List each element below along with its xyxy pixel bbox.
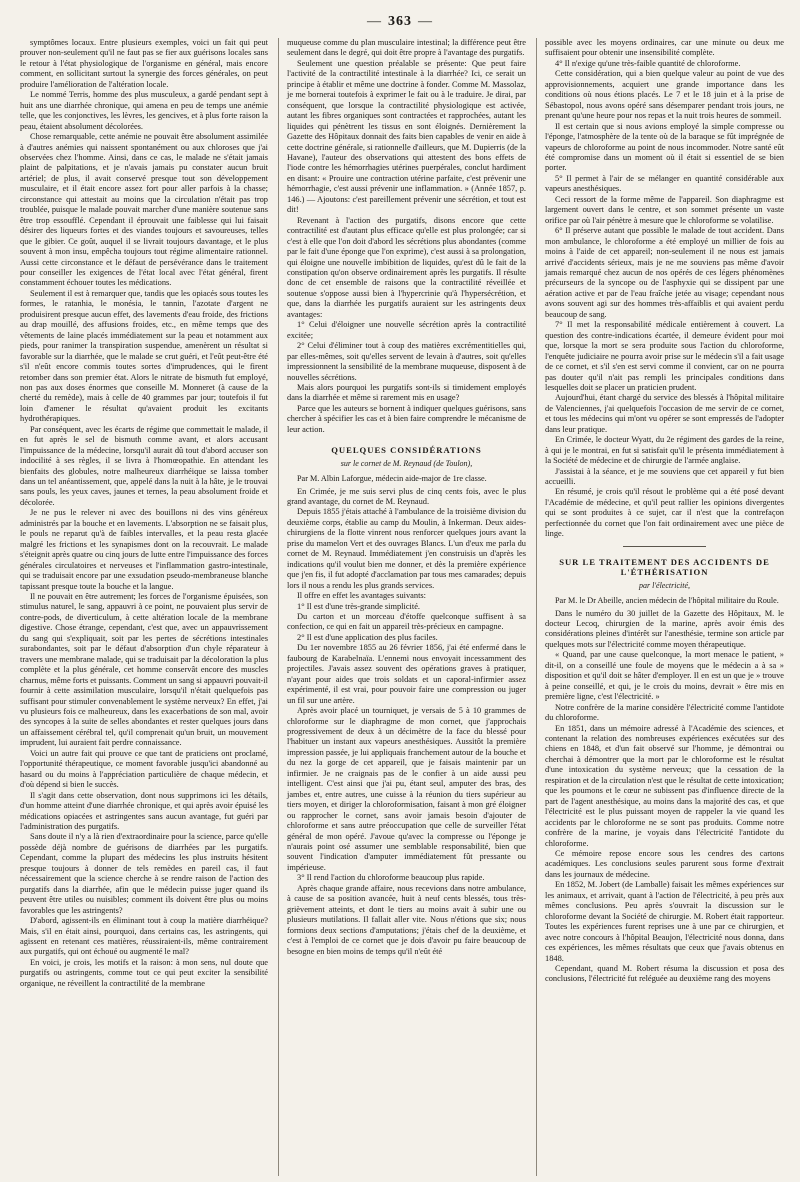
paragraph: Il offre en effet les avantages suivants:	[297, 591, 426, 601]
paragraph: 4° Il n'exige qu'une très-faible quantité de chloroforme.	[555, 58, 741, 68]
article-byline: Par M. le Dr Abeille, ancien médecin de l'hôpital militaire du Roule.	[555, 596, 779, 606]
paragraph: En voici, je crois, les motifs et la raison: à mon sens, nul doute que purgatifs ou astringents, comme tout ce qui peut exciter la sensibilité organique, ne réveillent la contractilité de la membrane	[20, 957, 268, 988]
paragraph: muqueuse comme du plan musculaire intestinal; la différence peut être seulement dans le degré, qui doit être propre à l'avantage des purgatifs.	[287, 38, 526, 58]
paragraph: 3° Il rend l'action du chloroforme beaucoup plus rapide.	[297, 873, 485, 883]
paragraph: En Crimée, je me suis servi plus de cinq cents fois, avec le plus grand avantage, du cornet de M. Reynaud.	[287, 486, 526, 507]
paragraph: Du carton et un morceau d'étoffe quelconque suffisent à sa confection, ce qui en fait un appareil très-précieux en campagne.	[287, 612, 526, 632]
paragraph: Mais alors pourquoi les purgatifs sont-ils si timidement employés dans la diarrhée et même si rarement mis en usage?	[287, 382, 526, 403]
article-title: SUR LE TRAITEMENT DES ACCIDENTS DE L'ÉTHÉRISATION	[559, 556, 770, 578]
paragraph: Seulement il est à remarquer que, tandis que les opiacés sous toutes les formes, le ratanhia, le monésia, le tannin, l'azotate d'argent ne produisirent presque aucun effet, des lavements d'eau froide, des frictions au drap mouillé, des affusions froides, etc., en même temps que des vêtements de laine placés immédiatement sur la peau et notamment aux pieds, pour ranimer la transpiration suspendue, amenèrent un résultat si favorable sur la diarrhée, que le malade se crut guéri, et l'eût peut-être été s'il n'eût encore commis toutes sortes d'imprudences, qui le firent retomber dans son premier état. Alors le nitrate de bismuth fut employé, non pas aux doses énormes que conseille M. Monneret (à cause de la cherté du remède), mais à celle de 40 grammes par jour; toutefois il fut loin d'amener le résultat qu'avaient produit les excitants hydrothérapiques.	[20, 288, 268, 424]
paragraph: Parce que les auteurs se bornent à indiquer quelques guérisons, sans chercher à spécifier les cas et à bien faire comprendre le mécanisme de leur action.	[287, 403, 526, 434]
paragraph: Il est certain que si nous avions employé la simple compresse ou l'éponge, l'atmosphère de la tente où de la baraque se fût imprégnée de vapeurs de chloroforme au point de nous incommoder. Notre santé eût été compromise dans un moment où il était si essentiel de se bien porter.	[545, 121, 784, 173]
section-divider	[623, 546, 707, 547]
paragraph: Je ne pus le relever ni avec des bouillons ni des vins généreux administrés par la bouche et en lavements. L'absorption ne se faisait plus, le pouls ne reparut qu'à de faibles intervalles, et la peau resta glacée malgré les frictions et les synapismes dont on la recouvrait. Le malade s'éteignit après quatre ou cinq jours de lutte entre l'impuissance des forces générales circulatoires et nerveuses et l'inflammation gastro-intestinale, qui se traduisait encore par une exsudation pseudo-membraneuse blanche tapissant presque toute la bouche et la langue.	[20, 508, 268, 591]
paragraph: Le nommé Terris, homme des plus musculeux, a gardé pendant sept à huit ans une diarrhée chronique, qui amena en peu de temps une anémie telle, que les conjonctives, les lèvres, les gencives, et à plus forte raison la peau, étaient absolument décolorées.	[20, 90, 268, 131]
paragraph: Du 1er novembre 1855 au 26 février 1856, j'ai été enfermé dans le faubourg de Karabelnaïa. L'ennemi nous envoyait incessamment des projectiles. J'avais assez souvent des opérations graves à pratiquer, n'ayant pour aides que trois soldats et un caporal-infirmier assez expérimenté, il est vrai, pour pouvoir faire une compression ou juger un fil sur une artère.	[287, 643, 526, 705]
text-columns	[20, 38, 784, 1176]
paragraph: Seulement une question préalable se présente: Que peut faire l'activité de la contractilité intestinale à la diarrhée? Ici, ce serait un principe à établir et même une doctrine à fonder. Comme M. Massolaz, je me bornerai toutefois à exprimer le fait ou à le traduire. Je dirai, par conséquent, que lorsque la contractilité physiologique est activée, autant les fibres organiques sont contractées et rapprochées, autant les liquides qui pénètrent les tissus en sont éloignés. Dernièrement la Gazette des Hôpitaux donnait des faits bien capables de venir en aide à cette doctrine générale, si rationnelle d'ailleurs, que M. Dupierris (de la Havane), l'auteur des observations qui attestent des bons effets de l'iode contre les hémorrhagies utérines puerpérales, conclut hardiment en disant: « Prouire une contraction utérine parfaite, c'est prévenir une hémorrhagie, c'est aussi prévenir une inflammation. » (Année 1857, p. 146.) — Ajoutons: c'est pareillement prévenir une sécrétion, et tout est dit!	[287, 58, 526, 215]
paragraph: Cependant, quand M. Robert résuma la discussion et posa des conclusions, l'électricité fut reléguée au deuxième rang des moyens	[545, 963, 784, 984]
article-subtitle: sur le cornet de M. Reynaud (de Toulon),	[340, 458, 473, 468]
paragraph: En 1852, M. Jobert (de Lamballe) faisait les mêmes expériences sur les animaux, et arrivait, quant à l'action de l'électricité, à peu près aux mêmes conclusions. Peu après s'ouvrait la discussion sur le chloroforme devant la Société de chirurgie. M. Robert était rapporteur. Toutes les expériences furent reprises une à une par ce chirurgien, et avec notre concours à l'hôpital Beaujon, l'électricité nous donna, dans ces expériences, les mêmes résultats que ceux que j'avais obtenus en 1848.	[545, 880, 784, 963]
paragraph: 2° Il est d'une application des plus faciles.	[297, 632, 438, 642]
paragraph: possible avec les moyens ordinaires, car une minute ou deux me suffisaient pour obtenir une insensibilité complète.	[545, 38, 784, 58]
paragraph: Depuis 1855 j'étais attaché à l'ambulance de la troisième division du deuxième corps, établie au camp du Moulin, à Inkerman. Deux aides-chirurgiens de la flotte vinrent nous renforcer quelques jours avant la prise du mamelon Vert et des ouvrages Blancs. L'un d'eux me parla du cornet de M. Reynaud. Immédiatement j'en construisis un d'après les indications qu'il voulut bien me donner, et dès la première expérience que j'en fis, il fut adopté d'acclamation par tous mes camarades; depuis lors il nous a rendu les plus grands services.	[287, 507, 526, 590]
paragraph: Ceci ressort de la forme même de l'appareil. Son diaphragme est largement ouvert dans le centre, et son sommet présente un vaste orifice par où l'air pénètre à mesure que le chloroforme se volatilise.	[545, 194, 784, 225]
paragraph: Revenant à l'action des purgatifs, disons encore que cette contractilité est d'autant plus efficace qu'elle est plus prolongée; car si c'est à elle que l'on doit d'abord les sécrétions plus abondantes (comme par le fait d'une éponge que l'on exprime), c'est aussi à sa prolongation, qui éloigne une nouvelle imbibition de liquides, qu'est dû le fait de la constipation qu'on observe ordinairement après les purgatifs. Il résulte donc de cet ensemble de raisons que la contractilité réveillée et soutenue s'oppose aussi bien à l'hypercrinie qu'à l'hypersécrétion, et que, dans la diarrhée les purgatifs auraient sur les astringents deux avantages:	[287, 215, 526, 319]
paragraph: 5° Il permet à l'air de se mélanger en quantité considérable aux vapeurs anesthésiques.	[545, 173, 784, 194]
paragraph: Cette considération, qui a bien quelque valeur au point de vue des approvisionnements, acquiert une grande importance dans les conditions où nous étions placés. Le 7 et le 18 juin et à la prise de Sébastopol, nous avons opéré sans désemparer pendant trois jours, ne prenant qu'une heure pour nos repas et la nuit trois heures de sommeil.	[545, 69, 784, 121]
paragraph: 1° Il est d'une très-grande simplicité.	[297, 601, 421, 611]
paragraph: Dans le numéro du 30 juillet de la Gazette des Hôpitaux, M. le docteur Lecoq, chirurgien de la marine, après avoir émis des considérations pleines d'intérêt sur l'anesthésie, termine son article par quelques mots sur l'électricité comme moyen thérapeutique.	[545, 608, 784, 649]
paragraph: symptômes locaux. Entre plusieurs exemples, voici un fait qui peut prouver non-seulement qu'il ne faut pas se fier aux guérisons locales sans le retour à l'état physiologique de l'organisme en général, mais encore comment, en sollicitant surtout la synergie des forces générales, on peut produire l'amélioration de l'altération locale.	[20, 38, 268, 89]
paragraph: Par conséquent, avec les écarts de régime que commettait le malade, il en fut après le sel de bismuth comme avant, et alors accusant l'impuissance de la médecine, lorsqu'il aurait dû tout d'abord accuser son indocilité à ses règles, il se livra à l'homœopathie. En attendant les bienfaits des globules, notre malheureux diarrhéique se laissa tomber dans un tel anéantissement, que, appelé dans la nuit à la hâte, je le trouvai sans pouls, les yeux caves, jaunes et ternes, la peau absolument froide et décolorée.	[20, 424, 268, 507]
paragraph: Chose remarquable, cette anémie ne pouvait être absolument assimilée à d'autres anémies qui naissent spontanément ou aux chloroses que j'ai observées chez l'homme. Ainsi, dans ce cas, le malade ne s'était jamais plaint de palpitations, et je n'avais jamais pu constater aucun bruit artériel; de plus, il avait conservé presque tout son développement musculaire, et il était encore assez fort pour aller parfois à la chasse; circonstance qui attestait au moins que la circulation n'était pas trop troublée, puisque le malade pouvait marcher d'une manière soutenue sans être trop essoufflé. Cependant il éprouvait une faiblesse qui lui faisait désirer des liqueurs fortes et des viandes toujours et savoureuses, telles que le gibier. Ce goût, auquel il se livrait toujours davantage, et le plus souvent à mon insu, empêcha toujours tout régime alimentaire rationnel. Aussi cette circonstance et le défaut de persévérance dans le traitement pour conseiller les exigences de l'état local avec l'état général, firent constamment échouer toutes les médications.	[20, 132, 268, 288]
paragraph: Ce mémoire repose encore sous les cendres des cartons académiques. Les conclusions seules parurent sous forme d'extrait dans les journaux de médecine.	[545, 848, 784, 879]
column-middle	[278, 38, 526, 1176]
column-left	[20, 38, 268, 1176]
paragraph: « Quand, par une cause quelconque, la mort menace le patient, » dit-il, on a conseillé une foule de moyens que le médecin a à sa » disposition et qu'il doit se hâter d'employer. Il en est un que je » trouve à peine conseillé, et qui, je le crois du moins, devrait » être mis en première ligne, c'est l'électricité. »	[545, 650, 784, 702]
paragraph: Il ne pouvait en être autrement; les forces de l'organisme épuisées, son stimulus naturel, le sang, appauvri à ce point, ne pouvaient plus servir de contre-pods, de diverticulum, à cette altération locale de la membrane digestive. Chose étrange, cependant, c'est que, avec un appauvrissement du sang qui s'expliquait, soit par les pertes de sécrétions intestinales surabondantes, soit par le défaut d'absorption d'un chyle réparateur à travers une membrane malade, qui se traduisait par la décoloration la plus complète et la plus générale, cet homme conservât encore des muscles charnus, même forts et puissants. Comment un sang si appauvri pouvait-il fournir à cette assimilation musculaire, lorsqu'il n'était quelquefois pas suffisant pour stimuler convenablement le système nerveux? En effet, j'ai vu plusieurs fois ce malheureux, dans les exacerbations de son mal, avoir des syncopes à la suite de selles abondantes et rester quelques jours dans un affaissement cérébral tel, qu'il comprenait qu'un bruit, un mouvement imprudent, lui auraient fait perdre connaissance.	[20, 592, 268, 748]
paragraph: Après chaque grande affaire, nous recevions dans notre ambulance, à cause de sa position avancée, huit à neuf cents blessés, tous très-grièvement atteints, et dont le tiers au moins avait à subir une ou plusieurs mutilations. Il fallait aller vite. Nous n'étions que six; nous formions deux sections d'amputations; j'étais chef de la deuxième, et c'est à l'emploi de ce cornet que je dois d'avoir pu faire beaucoup de besogne en bien moins de temps qu'il n'eût été	[287, 883, 526, 956]
article-title: QUELQUES CONSIDÉRATIONS	[331, 445, 482, 456]
paragraph: En Crimée, le docteur Wyatt, du 2e régiment des gardes de la reine, à qui je le montrai, en fut si satisfait qu'il le présenta immédiatement à la Société de médecine et de chirurgie de l'armée anglaise.	[545, 435, 784, 466]
paragraph: Aujourd'hui, étant chargé du service des blessés à l'hôpital militaire de Valenciennes, j'ai quelquefois l'occasion de me servir de ce cornet, et tous les médecins qui m'ont vu opérer se sont empressés de l'adopter dans leur pratique.	[545, 393, 784, 434]
column-right	[536, 38, 784, 1176]
page-number: — 363 —	[0, 14, 800, 30]
paragraph: 7° Il met la responsabilité médicale entièrement à couvert. La question des contre-indications écartée, il demeure évident pour moi que, lorsque la mort se sera produite sous l'action du chloroforme, l'enquête judiciaire ne pourra avoir prise sur le médecin s'il a fait usage de ce cornet, et s'il s'en est servi comme il convient, car on ne pourra pas douter qu'il n'ait pas rempli les principales conditions dans lesquelles doit se placer un praticien prudent.	[545, 320, 784, 392]
paragraph: 1° Celui d'éloigner une nouvelle sécrétion après la contractilité excitée;	[287, 320, 526, 340]
paragraph: Sans doute il n'y a là rien d'extraordinaire pour la science, parce qu'elle possède déjà nombre de guérisons de diarrhées par les purgatifs. Cependant, comme la plupart des médecins les plus instruits hésitent presque toujours à donner de tels remèdes en pareil cas, il faut nécessairement que la science cherche à se rendre raison de l'action des purgatifs dans la diarrhée, afin que le médecin puisse juger quand ils peuvent être utiles ou nuisibles; comment ils doivent être plus ou moins favorables que les astringents?	[20, 832, 268, 915]
paragraph: Notre confrère de la marine considère l'électricité comme l'antidote du chloroforme.	[545, 702, 784, 723]
paragraph: En résumé, je crois qu'il résout le problème qui a été posé devant l'Académie de médecine, et qu'il peut rallier les opinions divergentes qui se sont produites à ce sujet, car il n'est que la contrefaçon perfectionnée du cornet que l'on fait ordinairement avec une pièce de linge.	[545, 487, 784, 539]
paragraph: Voici un autre fait qui prouve ce que tant de praticiens ont proclamé, l'opportunité thérapeutique, ce moment favorable jusqu'ici abandonné au hasard ou du moins à l'appréciation particulière de chaque médecin, et d'où dépend si bien le succès.	[20, 748, 268, 790]
paragraph: J'assistai à la séance, et je me souviens que cet appareil y fut bien accueilli.	[545, 466, 784, 487]
paragraph: Après avoir placé un tourniquet, je versais de 5 à 10 grammes de chloroforme sur le diaphragme de mon cornet, que j'approchais progressivement de deux à un décimètre de la face du blessé pour l'habituer un instant aux vapeurs anesthésiques. Aussitôt la première impression passée, je lui appliquais franchement autour de la bouche et du nez la gorge de cet appareil, que je faisais maintenir par un infirmier. Je ne craignais pas de le confier à un aide aussi peu intelligent. C'est ainsi que j'ai pu, étant seul, amputer des bras, des jambes et, entre autres, une cuisse à la réunion du tiers supérieur au tiers moyen, et diriger la chloroformisation, faisant à mon gré éloigner ou rapprocher le cornet, sans avoir jamais besoin d'ajouter de chloroforme et sans autre préoccupation que celle de surveiller l'état général de mon opéré. J'avoue qu'avec la compresse ou l'éponge je n'aurais point osé assumer une semblable responsabilité, bien que souvent l'indication d'amputer immédiatement fût pressante ou impérieuse.	[287, 706, 526, 872]
article-subtitle: par l'électricité,	[638, 580, 691, 590]
paragraph: 2° Celui d'éliminer tout à coup des matières excrémentitielles qui, par elles-mêmes, soit qu'elles servent de levain à d'autres, soit qu'elles impressionnent la sensibilité de la membrane muqueuse, disposent à de nouvelles sécrétions.	[287, 341, 526, 382]
article-byline: Par M. Albin Laforgue, médecin aide-major de 1re classe.	[297, 474, 487, 484]
paragraph: D'abord, agissent-ils en éliminant tout à coup la matière diarrhéique? Mais, s'il en était ainsi, pourquoi, dans certains cas, les astringents, qui agissent en retenant ces matières, réussiraient-ils, même contrairement aux purgatifs, qui ont échoué ou augmenté le mal?	[20, 916, 268, 957]
paragraph: Il s'agit dans cette observation, dont nous supprimons ici les détails, d'un homme atteint d'une diarrhée chronique, et qui après avoir épuisé les médications opiacées et astringentes sans aucun avantage, fut guéri par l'administration des purgatifs.	[20, 790, 268, 831]
paragraph: 6° Il préserve autant que possible le malade de tout accident. Dans mon ambulance, le chloroforme a été employé un millier de fois au moins à l'aide de cet appareil; non-seulement il ne nous est jamais arrivé d'accidents sérieux, mais je ne me souviens pas même d'avoir jamais remarqué chez aucun de nos opérés de ces légers phénomènes précurseurs de la syncope ou de l'asphyxie qui se dissipent par une aération active et par de l'eau fraîche jetée au visage; cependant nous avons souvent agi sur des hommes très-affaiblis et qui avaient perdu beaucoup de sang.	[545, 226, 784, 319]
paragraph: En 1851, dans un mémoire adressé à l'Académie des sciences, et contenant la relation des nombreuses expériences exécutées sur des chiens en 1848, et d'un fait observé sur l'homme, je démontrai ou cherchai à démontrer que la mort par le chloroforme est le résultat d'une intoxication du système nerveux; que la cessation de la respiration et de la circulation n'est que le résultat de cette intoxication; que les poumons et le cœur ne subissent pas d'influence directe de la part de l'agent anesthésique, au moins dans la majorité des cas, et que l'électricité est le plus puissant moyen de rappeler la vie quand les accidents par le chloroforme ne se sont pas produits. Comme notre confrère de la marine, je voyais dans l'électricité l'antidote du chloroforme.	[545, 723, 784, 848]
